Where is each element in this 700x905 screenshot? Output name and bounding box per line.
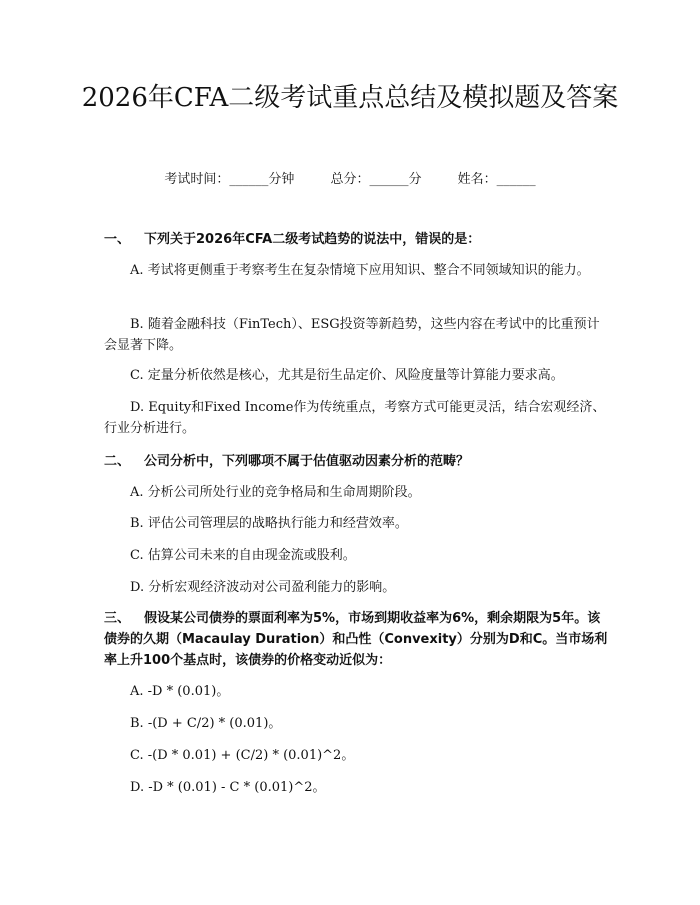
question-2-heading	[104, 451, 608, 472]
question-1-option-b: B. 随着金融科技（FinTech）、ESG投资等新趋势，这些内容在考试中的比重预计会显著下降。	[104, 317, 600, 353]
exam-name: 姓名：______	[457, 172, 536, 187]
exam-meta	[0, 168, 700, 187]
question-text: 公司分析中，下列哪项不属于估值驱动因素分析的范畴？	[144, 454, 470, 469]
document-title: 2026年CFA二级考试重点总结及模拟题及答案	[81, 83, 619, 113]
exam-score: 总分：______分	[330, 172, 422, 187]
question-2-option-c: C. 估算公司未来的自由现金流或股利。	[130, 548, 356, 563]
question-3-option-d: D. -D * (0.01) - C * (0.01)^2。	[130, 780, 326, 795]
question-3-option-b: B. -(D + C/2) * (0.01)。	[130, 716, 282, 731]
question-text: 下列关于2026年CFA二级考试趋势的说法中，错误的是：	[144, 232, 481, 247]
question-number: 二、	[104, 454, 131, 469]
question-1-option-c: C. 定量分析依然是核心，尤其是衍生品定价、风险度量等计算能力要求高。	[130, 368, 564, 383]
question-number: 三、	[104, 611, 131, 626]
question-1-option-a: A. 考试将更侧重于考察考生在复杂情境下应用知识、整合不同领域知识的能力。	[130, 263, 590, 278]
question-2-option-d: D. 分析宏观经济波动对公司盈利能力的影响。	[130, 580, 396, 595]
question-2-option-a: A. 分析公司所处行业的竞争格局和生命周期阶段。	[130, 485, 421, 500]
question-1-heading	[104, 229, 608, 250]
question-number: 一、	[104, 232, 131, 247]
question-2-option-b: B. 评估公司管理层的战略执行能力和经营效率。	[130, 516, 408, 531]
question-1-option-d: D. Equity和Fixed Income作为传统重点，考察方式可能更灵活，结合宏观经济、行业分析进行。	[104, 400, 606, 436]
exam-time: 考试时间：______分钟	[164, 172, 295, 187]
question-3-heading	[104, 608, 608, 671]
question-text: 假设某公司债券的票面利率为5%，市场到期收益率为6%，剩余期限为5年。该债券的久期（Macaulay Duration）和凸性（Convexity）分别为D和C。当市场利率上升100个基点时，该债券的价格变动近似为：	[104, 611, 608, 668]
question-3-option-a: A. -D * (0.01)。	[130, 684, 230, 699]
question-3-option-c: C. -(D * 0.01) + (C/2) * (0.01)^2。	[130, 748, 355, 763]
